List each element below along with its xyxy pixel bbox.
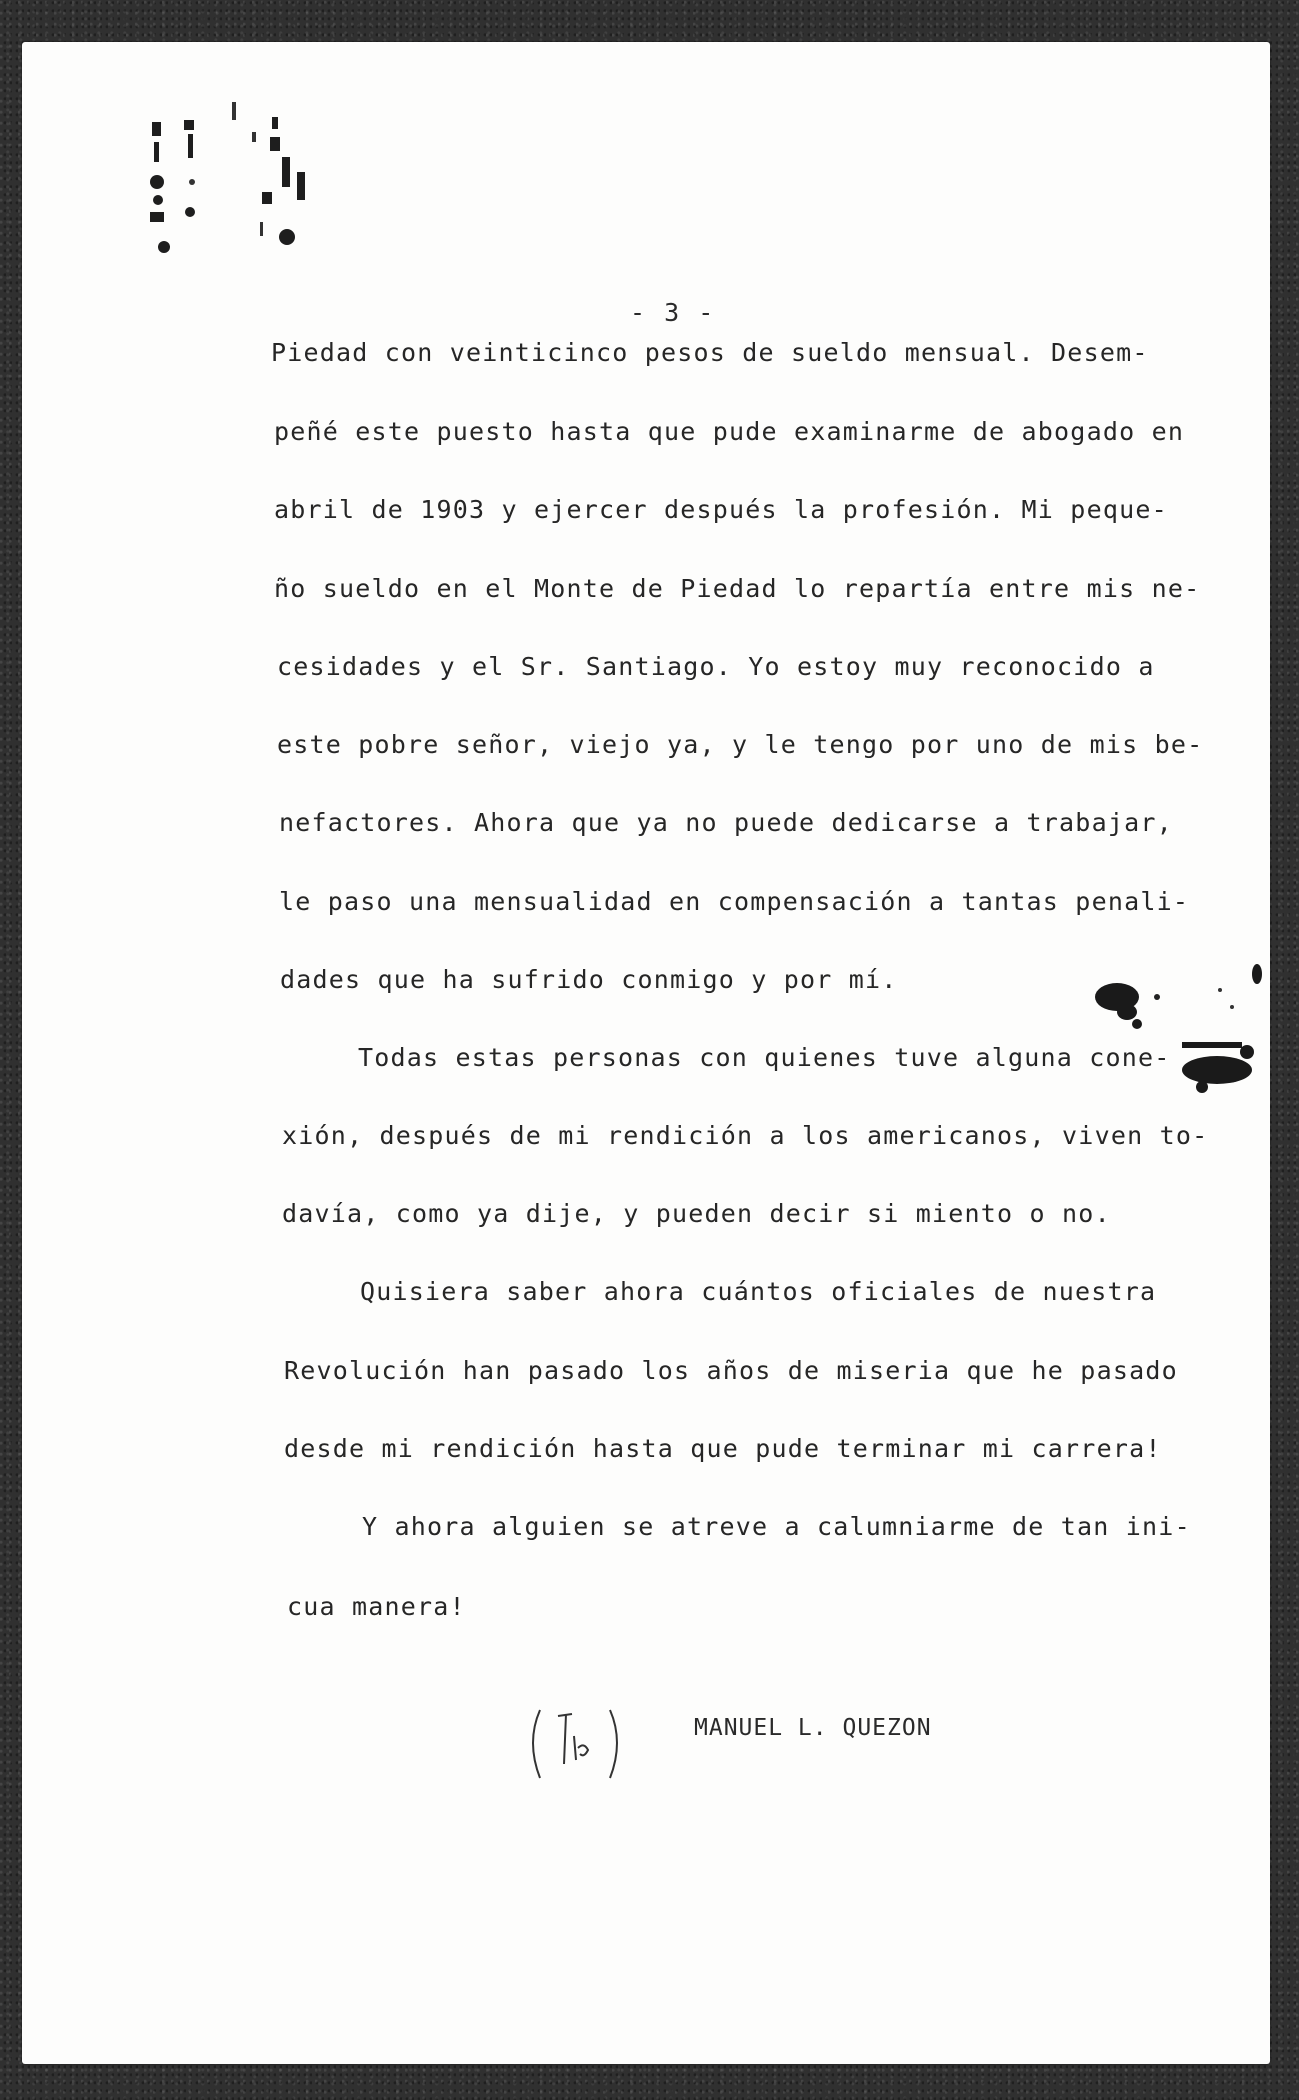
body-line: Todas estas personas con quienes tuve alguna cone-	[358, 1043, 1171, 1072]
body-line: nefactores. Ahora que ya no puede dedicarse a trabajar,	[279, 808, 1173, 837]
body-line: xión, después de mi rendición a los americanos, viven to-	[282, 1121, 1209, 1150]
body-line: ño sueldo en el Monte de Piedad lo repartía entre mis ne-	[274, 574, 1201, 603]
page-number: - 3 -	[630, 298, 716, 327]
body-line: Quisiera saber ahora cuántos oficiales de nuestra	[360, 1277, 1157, 1306]
body-line: cua manera!	[287, 1592, 466, 1621]
body-line: Y ahora alguien se atreve a calumniarme de tan ini-	[362, 1512, 1191, 1541]
body-line: le paso una mensualidad en compensación a tantas penali-	[279, 887, 1190, 916]
body-line: davía, como ya dije, y pueden decir si miento o no.	[282, 1199, 1111, 1228]
body-line: este pobre señor, viejo ya, y le tengo por uno de mis be-	[277, 730, 1204, 759]
body-line: peñé este puesto hasta que pude examinarme de abogado en	[274, 417, 1185, 446]
body-line: desde mi rendición hasta que pude terminar mi carrera!	[284, 1434, 1162, 1463]
body-line: Piedad con veinticinco pesos de sueldo mensual. Desem-	[271, 338, 1149, 367]
document-page	[22, 42, 1270, 2064]
signature-name: MANUEL L. QUEZON	[694, 1715, 932, 1741]
body-line: cesidades y el Sr. Santiago. Yo estoy muy reconocido a	[277, 652, 1155, 681]
body-line: dades que ha sufrido conmigo y por mí.	[280, 965, 898, 994]
ink-blot-right	[1082, 912, 1272, 1112]
ink-speckle-marks	[122, 62, 342, 292]
body-line: abril de 1903 y ejercer después la profesión. Mi peque-	[274, 495, 1168, 524]
body-line: Revolución han pasado los años de miseria que he pasado	[284, 1356, 1178, 1385]
handwritten-initials	[522, 1702, 632, 1782]
